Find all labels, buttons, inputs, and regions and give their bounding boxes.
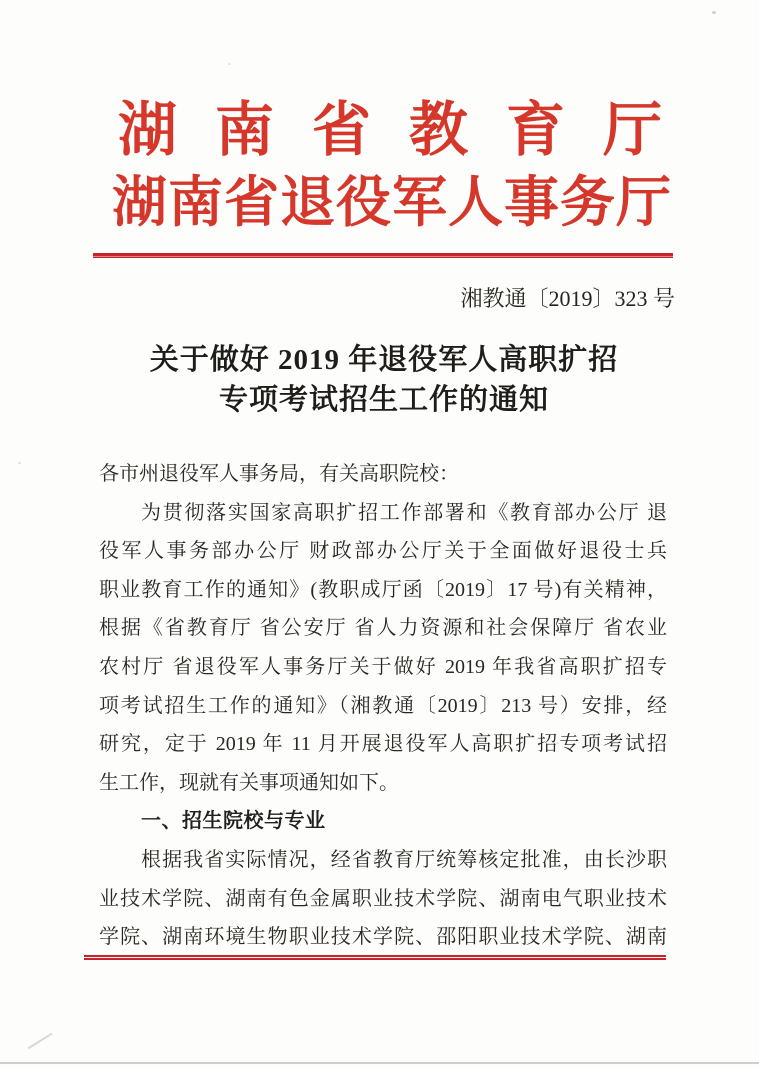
body-line: 根据《省教育厅 省公安厅 省人力资源和社会保障厅 省农业 bbox=[99, 617, 667, 640]
letterhead-org-name-line1: 湖南省教育厅 bbox=[118, 97, 701, 163]
body-line: 项考试招生工作的通知》（湘教通〔2019〕213 号）安排，经 bbox=[99, 694, 667, 717]
letterhead-org-name-line2: 湖南省退役军人事务厅 bbox=[112, 172, 673, 233]
doc-title-line2: 专项考试招生工作的通知 bbox=[218, 384, 549, 416]
body-line: 业技术学院、湖南有色金属职业技术学院、湖南电气职业技术 bbox=[99, 887, 667, 910]
body-line: 农村厅 省退役军人事务厅关于做好 2019 年我省高职扩招专 bbox=[99, 655, 667, 678]
doc-title bbox=[93, 340, 675, 420]
scan-smudge-artifact bbox=[28, 1033, 53, 1050]
bottom-red-rule bbox=[84, 955, 666, 960]
body-line: 职业教育工作的通知》(教职成厅函〔2019〕17 号)有关精神， bbox=[99, 578, 667, 601]
body-line: 研究，定于 2019 年 11 月开展退役军人高职扩招专项考试招 bbox=[99, 733, 667, 756]
doc-title-line1: 关于做好 2019 年退役军人高职扩招 bbox=[149, 344, 619, 376]
body-line: 生工作，现就有关事项通知如下。 bbox=[99, 771, 399, 794]
scan-speck-artifact bbox=[712, 11, 716, 14]
body-line: 根据我省实际情况，经省教育厅统筹核定批准，由长沙职 bbox=[141, 848, 667, 871]
body-line: 役军人事务部办公厅 财政部办公厅关于全面做好退役士兵 bbox=[99, 540, 667, 563]
salutation-line: 各市州退役军人事务局，有关高职院校： bbox=[99, 463, 459, 485]
section-heading: 一、招生院校与专业 bbox=[141, 810, 326, 833]
scan-speck-artifact bbox=[556, 742, 559, 744]
doc-number: 湘教通〔2019〕323 号 bbox=[460, 286, 675, 311]
body-line: 为贯彻落实国家高职扩招工作部署和《教育部办公厅 退 bbox=[141, 501, 667, 524]
scan-speck-artifact bbox=[18, 462, 21, 464]
scan-speck-artifact bbox=[228, 63, 231, 65]
letterhead-separator-rule bbox=[93, 253, 673, 258]
doc-body bbox=[99, 455, 667, 957]
body-line: 学院、湖南环境生物职业技术学院、邵阳职业技术学院、湖南 bbox=[99, 926, 667, 949]
scan-bottom-edge-artifact bbox=[0, 1062, 759, 1064]
